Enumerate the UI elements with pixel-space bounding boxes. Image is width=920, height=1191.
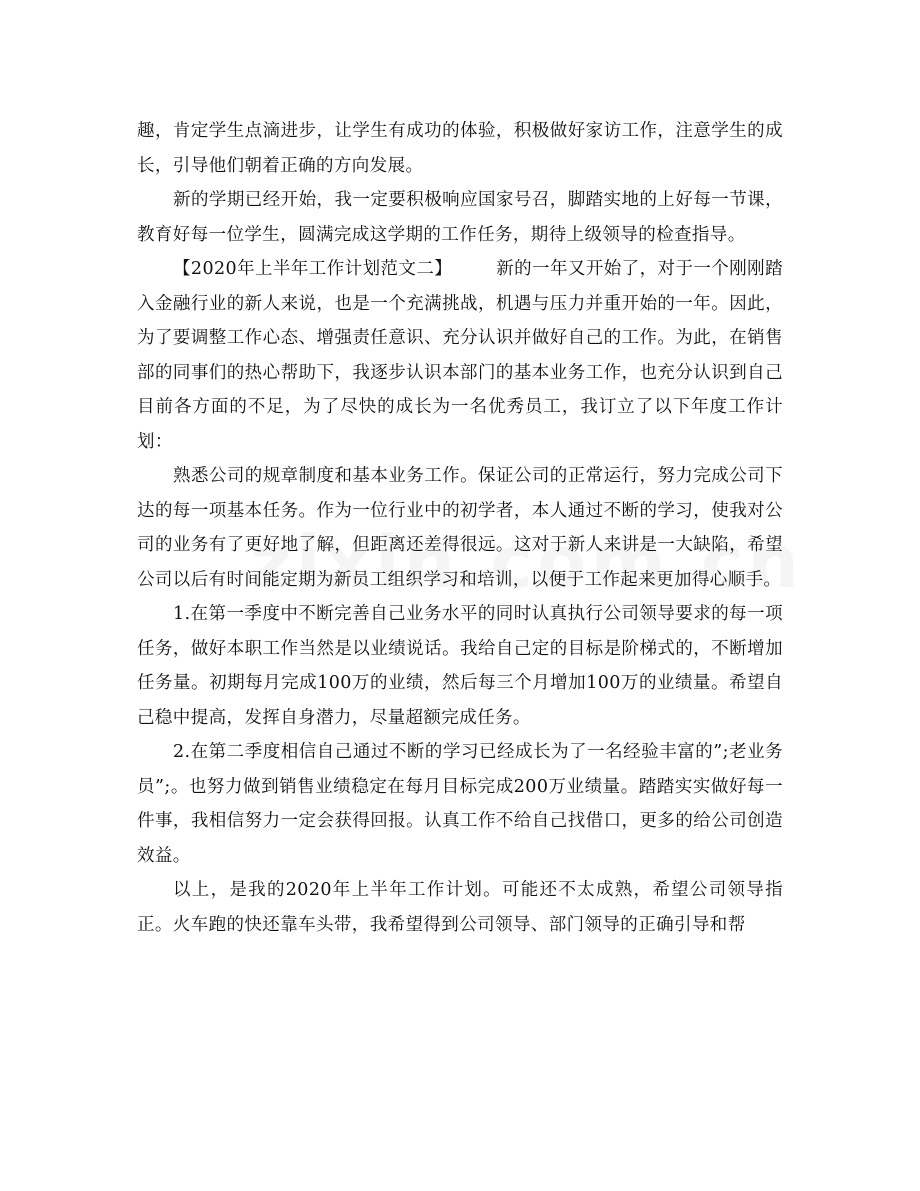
paragraph-5 [137, 597, 783, 735]
paragraph-4 [137, 459, 783, 597]
paragraph-text: 新的学期已经开始，我一定要积极响应国家号召，脚踏实地的上好每一节课，教育好每一位学生，圆满完成这学期的工作任务，期待上级领导的检查指导。 [137, 190, 783, 245]
paragraph-text: 趣，肯定学生点滴进步，让学生有成功的体验，积极做好家访工作，注意学生的成长，引导他们朝着正确的方向发展。 [137, 121, 783, 176]
paragraph-6 [137, 735, 783, 873]
paragraph-text: 以上，是我的2020年上半年工作计划。可能还不太成熟，希望公司领导指正。火车跑的快还靠车头带，我希望得到公司领导、部门领导的正确引导和帮 [137, 880, 783, 935]
paragraph-7 [137, 873, 783, 942]
paragraph-2 [137, 183, 783, 252]
paragraph-1 [137, 114, 783, 183]
paragraph-text: 熟悉公司的规章制度和基本业务工作。保证公司的正常运行，努力完成公司下达的每一项基本任务。作为一位行业中的初学者，本人通过不断的学习，使我对公司的业务有了更好地了解，但距离还差得很远。这对于新人来讲是一大缺陷，希望公司以后有时间能定期为新员工组织学习和培训，以便于工作起来更加得心顺手。 [137, 466, 783, 590]
paragraph-3 [137, 252, 783, 459]
paragraph-text: 新的一年又开始了，对于一个刚刚踏入金融行业的新人来说，也是一个充满挑战，机遇与压力并重开始的一年。因此，为了要调整工作心态、增强责任意识、充分认识并做好自己的工作。为此，在销售部的同事们的热心帮助下，我逐步认识本部门的基本业务工作，也充分认识到自己目前各方面的不足，为了尽快的成长为一名优秀员工，我订立了以下年度工作计划： [137, 259, 783, 452]
section-heading: 【2020年上半年工作计划范文二】 [173, 259, 453, 279]
paragraph-text: 2.在第二季度相信自己通过不断的学习已经成长为了一名经验丰富的”;老业务员”;。也努力做到销售业绩稳定在每月目标完成200万业绩量。踏踏实实做好每一件事，我相信努力一定会获得回报。认真工作不给自己找借口，更多的给公司创造效益。 [137, 742, 783, 866]
document-body [137, 114, 783, 942]
paragraph-text: 1.在第一季度中不断完善自己业务水平的同时认真执行公司领导要求的每一项任务，做好本职工作当然是以业绩说话。我给自己定的目标是阶梯式的，不断增加任务量。初期每月完成100万的业绩，然后每三个月增加100万的业绩量。希望自己稳中提高，发挥自身潜力，尽量超额完成任务。 [137, 604, 783, 728]
